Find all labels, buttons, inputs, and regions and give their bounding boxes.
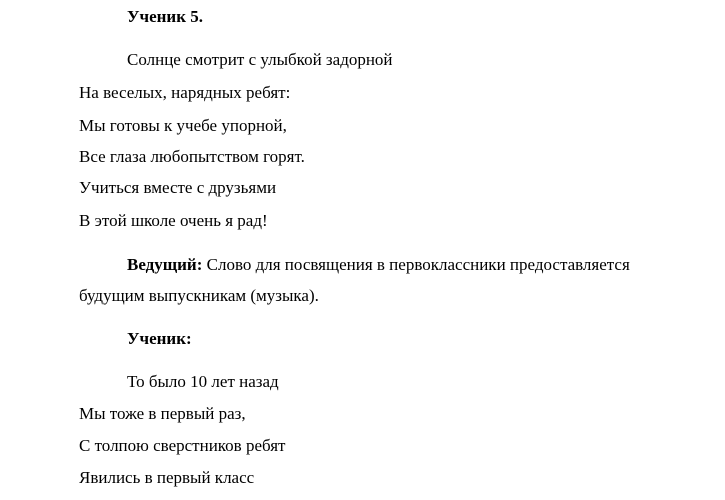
poem-line: Учиться вместе с друзьями: [79, 178, 277, 197]
poem-line: Мы готовы к учебе упорной,: [79, 116, 287, 135]
poem-line: На веселых, нарядных ребят:: [79, 83, 291, 102]
speaker-heading: Ученик:: [127, 329, 192, 348]
speaker-heading: Ученик 5.: [127, 7, 203, 26]
host-paragraph-line: [127, 255, 630, 275]
poem-line: Все глаза любопытством горят.: [79, 147, 305, 166]
poem-line: Солнце смотрит с улыбкой задорной: [127, 50, 393, 69]
host-text-continuation: будущим выпускникам (музыка).: [79, 286, 319, 305]
poem-line: С толпою сверстников ребят: [79, 436, 286, 455]
speaker-heading: Ведущий:: [127, 255, 203, 274]
poem-line: То было 10 лет назад: [127, 372, 279, 391]
poem-line: Явились в первый класс: [79, 468, 255, 487]
poem-line: Мы тоже в первый раз,: [79, 404, 246, 423]
poem-line: В этой школе очень я рад!: [79, 211, 268, 230]
host-text: Слово для посвящения в первоклассники предоставляется: [202, 255, 630, 274]
